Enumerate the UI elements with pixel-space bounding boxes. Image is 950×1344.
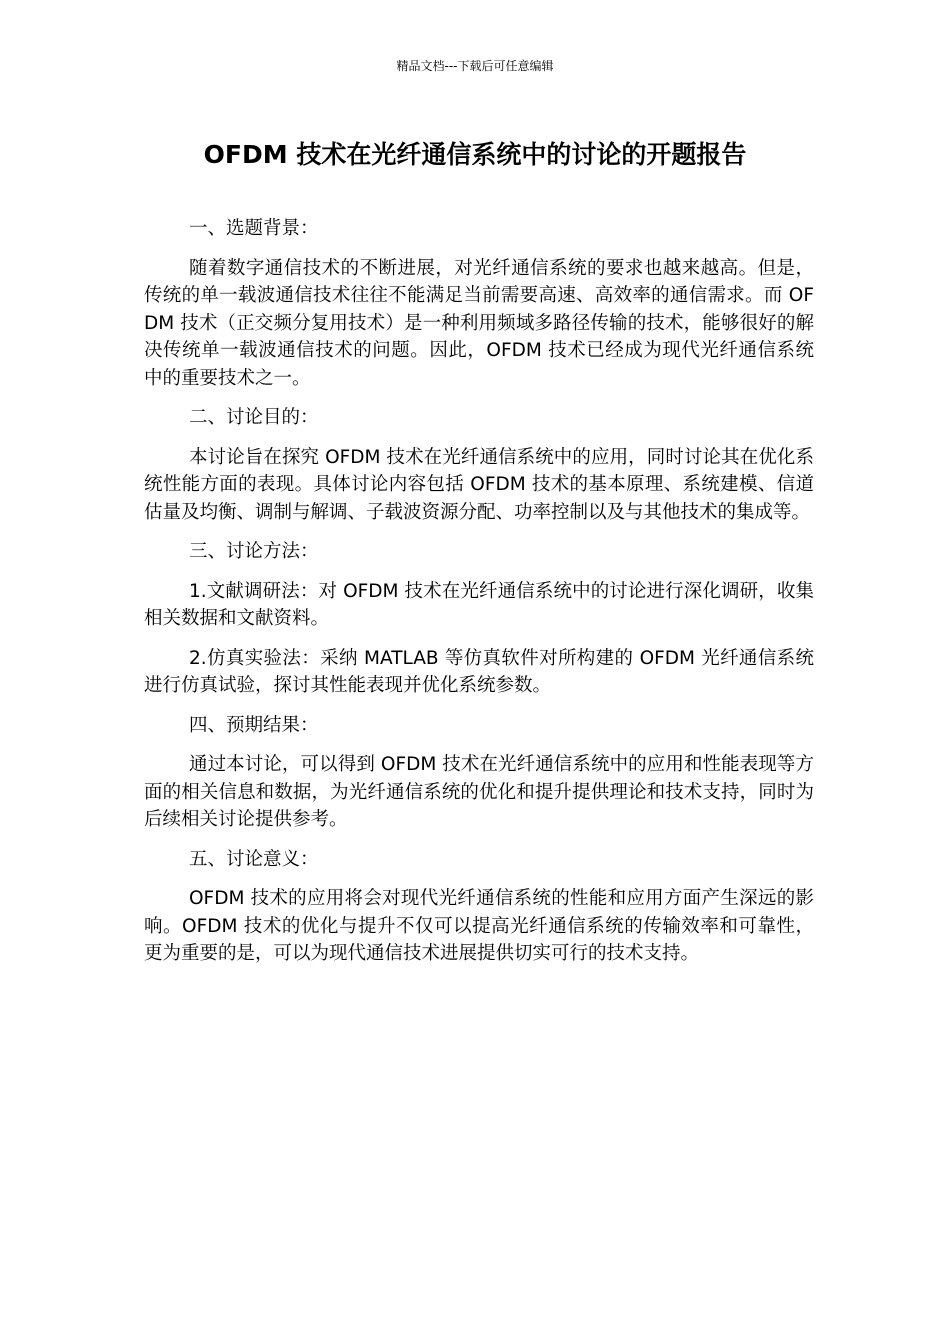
page-header-note: 精品文档---下载后可任意编辑 <box>396 59 554 73</box>
section-heading: 五、讨论意义： <box>189 848 319 870</box>
section-heading: 一、选题背景： <box>189 218 319 239</box>
section-paragraph: 2.仿真实验法：采纳 MATLAB 等仿真软件对所构建的 OFDM 光纤通信系统进行仿真试验，探讨其性能表现并优化系统参数。 <box>144 647 814 696</box>
document-title: OFDM 技术在光纤通信系统中的讨论的开题报告 <box>203 140 747 169</box>
section-paragraph: 通过本讨论，可以得到 OFDM 技术在光纤通信系统中的应用和性能表现等方面的相关信息和数据，为光纤通信系统的优化和提升提供理论和技术支持，同时为后续相关讨论提供参考。 <box>144 754 814 830</box>
section-paragraph: 随着数字通信技术的不断进展，对光纤通信系统的要求也越来越高。但是，传统的单一载波通信技术往往不能满足当前需要高速、高效率的通信需求。而 OFDM 技术（正交频分复用技术）是一种利用频域多路径传输的技术，能够很好的解决传统单一载波通信技术的问题。因此，OFDM 技术已经成为现代光纤通信系统中的重要技术之一。 <box>144 257 814 389</box>
section-heading: 二、讨论目的： <box>189 407 319 428</box>
document-body <box>144 215 814 980</box>
section-expected-results <box>144 712 814 834</box>
section-purpose <box>144 404 814 526</box>
section-paragraph: 本讨论旨在探究 OFDM 技术在光纤通信系统中的应用，同时讨论其在优化系统性能方面的表现。具体讨论内容包括 OFDM 技术的基本原理、系统建模、信道估量及均衡、调制与解调、子载波资源分配、功率控制以及与其他技术的集成等。 <box>144 446 814 523</box>
section-background <box>144 215 814 392</box>
section-heading: 四、预期结果： <box>189 714 319 736</box>
section-paragraph: OFDM 技术的应用将会对现代光纤通信系统的性能和应用方面产生深远的影响。OFDM 技术的优化与提升不仅可以提高光纤通信系统的传输效率和可靠性，更为重要的是，可以为现代通信技术进展提供切实可行的技术支持。 <box>144 888 814 964</box>
section-significance <box>144 846 814 968</box>
section-heading: 三、讨论方法： <box>189 541 319 562</box>
section-paragraph: 1.文献调研法：对 OFDM 技术在光纤通信系统中的讨论进行深化调研，收集相关数据和文献资料。 <box>144 580 814 629</box>
section-methods <box>144 538 814 700</box>
